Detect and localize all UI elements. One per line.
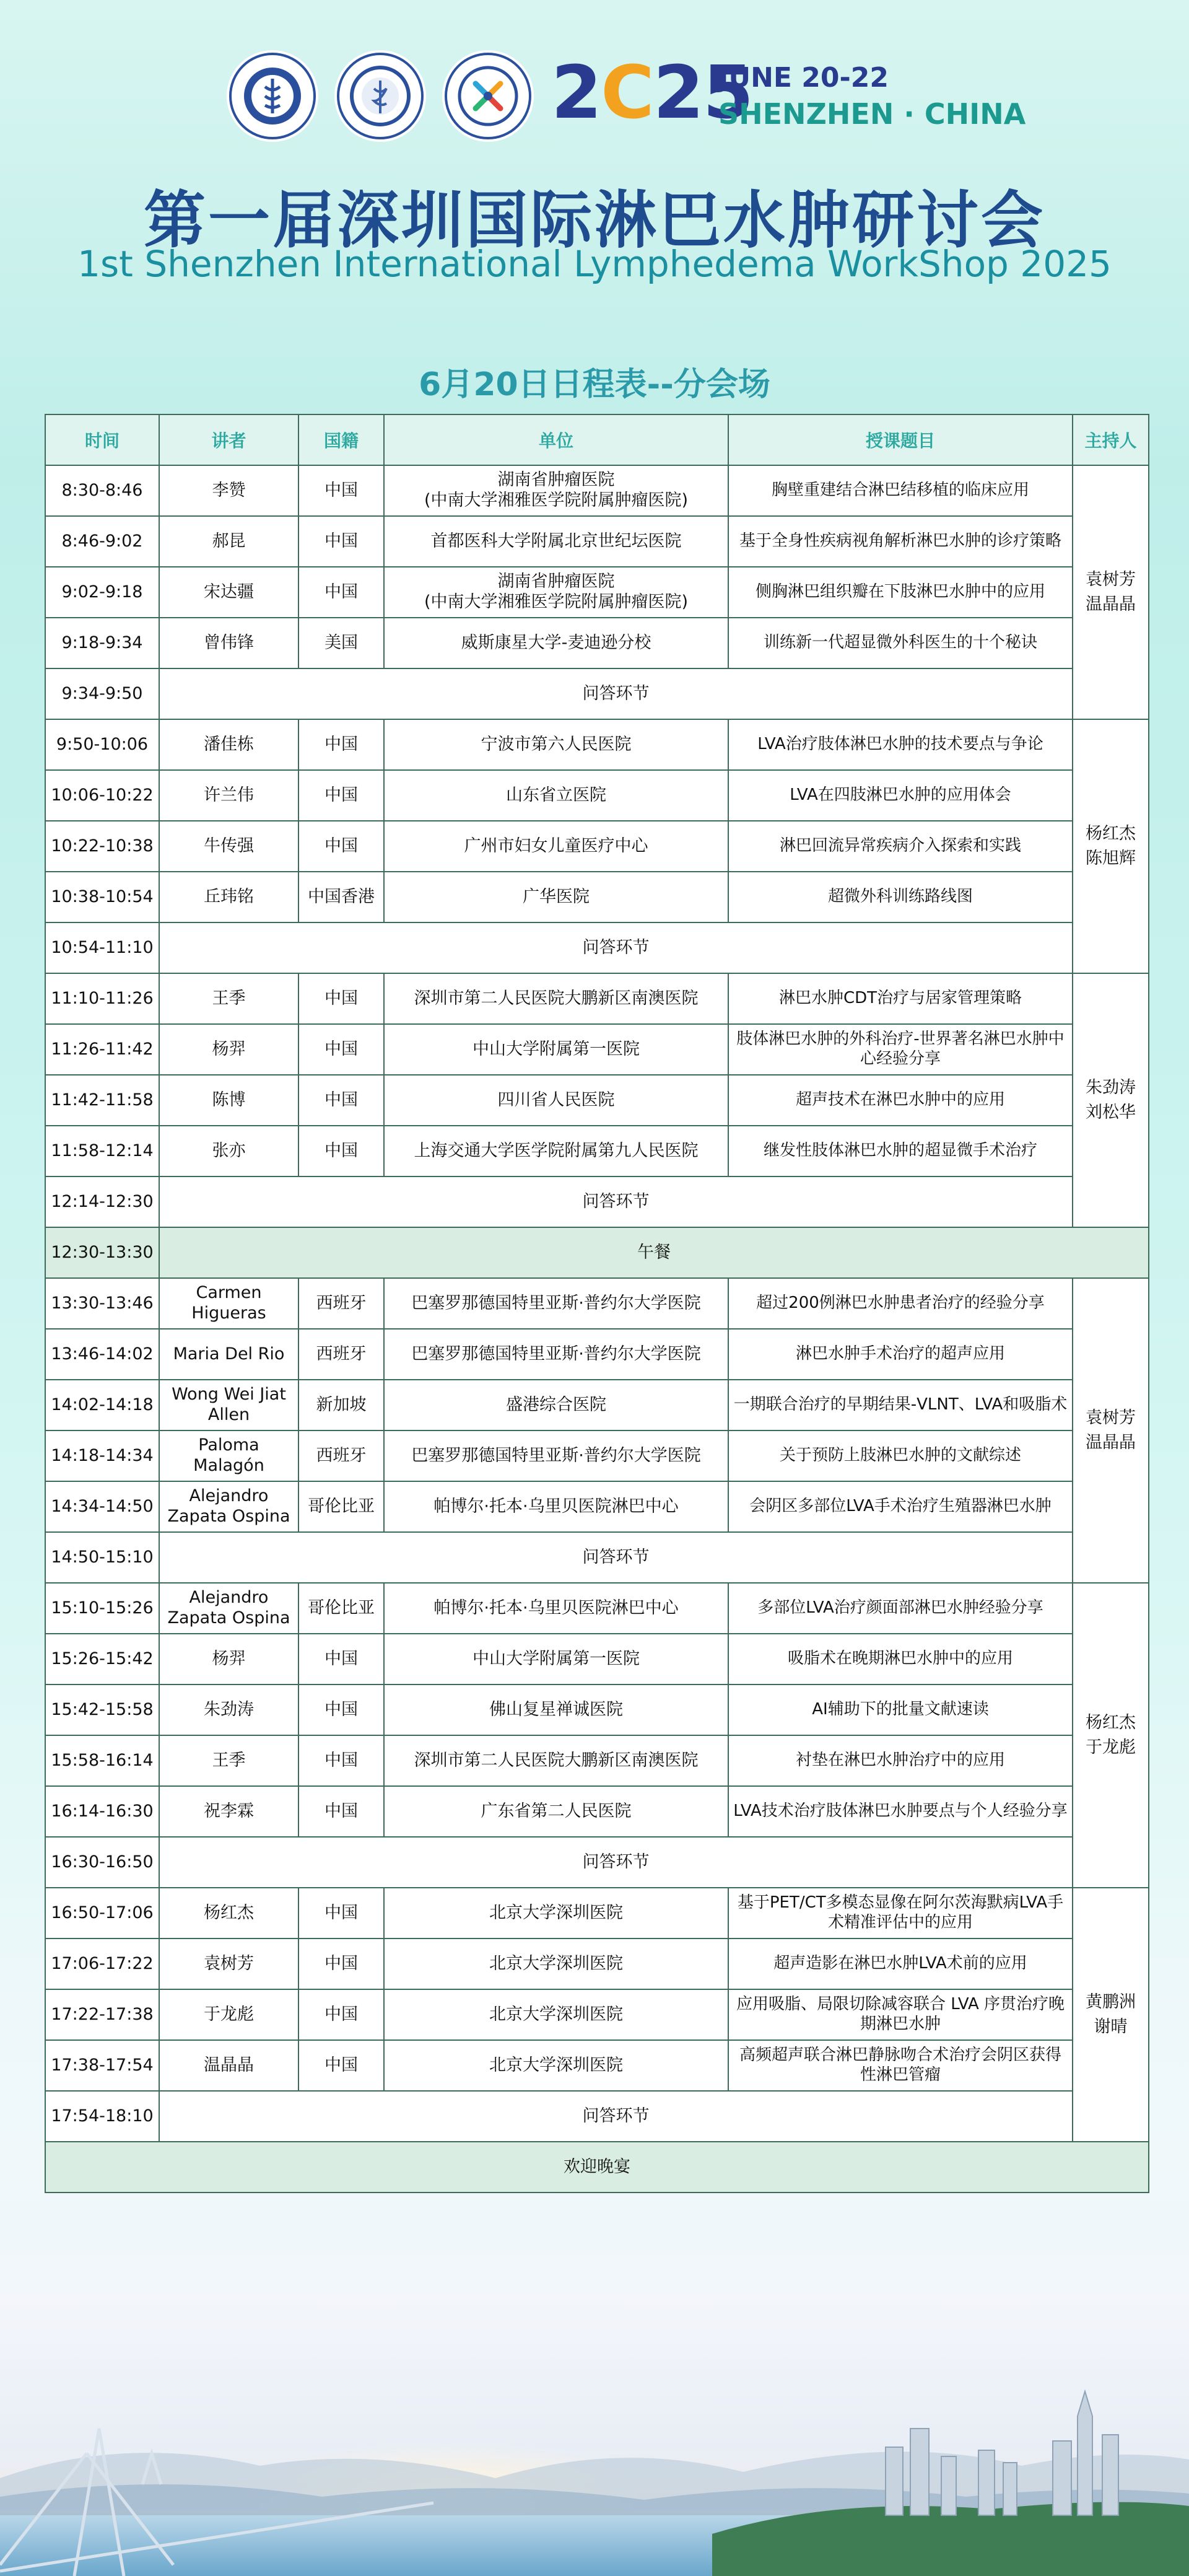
schedule-body bbox=[45, 465, 1149, 2193]
topic-cell: 淋巴回流异常疾病介入探索和实践 bbox=[728, 821, 1073, 872]
time-cell: 14:18-14:34 bbox=[45, 1430, 159, 1481]
time-cell: 15:26-15:42 bbox=[45, 1634, 159, 1684]
country-cell: 中国 bbox=[298, 516, 384, 567]
logo-row bbox=[229, 53, 531, 139]
time-cell: 11:26-11:42 bbox=[45, 1024, 159, 1075]
unit-cell: 中山大学附属第一医院 bbox=[384, 1024, 728, 1075]
table-row bbox=[45, 1481, 1149, 1532]
time-cell: 10:38-10:54 bbox=[45, 872, 159, 922]
time-cell: 8:30-8:46 bbox=[45, 465, 159, 516]
qa-label-cell: 问答环节 bbox=[159, 1837, 1073, 1888]
time-cell: 13:46-14:02 bbox=[45, 1329, 159, 1380]
topic-cell: 胸壁重建结合淋巴结移植的临床应用 bbox=[728, 465, 1073, 516]
topic-cell: 衬垫在淋巴水肿治疗中的应用 bbox=[728, 1735, 1073, 1786]
topic-cell: 应用吸脂、局限切除减容联合 LVA 序贯治疗晚期淋巴水肿 bbox=[728, 1989, 1073, 2040]
table-row bbox=[45, 1786, 1149, 1837]
qa-label-cell: 问答环节 bbox=[159, 2091, 1073, 2142]
time-cell: 9:18-9:34 bbox=[45, 618, 159, 668]
topic-cell: LVA技术治疗肢体淋巴水肿要点与个人经验分享 bbox=[728, 1786, 1073, 1837]
speaker-cell: 杨羿 bbox=[159, 1024, 298, 1075]
unit-cell: 宁波市第六人民医院 bbox=[384, 719, 728, 770]
hospital-logo-icon bbox=[229, 53, 316, 139]
time-cell: 17:22-17:38 bbox=[45, 1989, 159, 2040]
time-cell: 15:10-15:26 bbox=[45, 1583, 159, 1634]
qa-label-cell: 问答环节 bbox=[159, 1532, 1073, 1583]
country-cell: 中国 bbox=[298, 1786, 384, 1837]
unit-cell: 深圳市第二人民医院大鹏新区南澳医院 bbox=[384, 973, 728, 1024]
qa-label-cell: 问答环节 bbox=[159, 668, 1073, 719]
speaker-cell: 潘佳栋 bbox=[159, 719, 298, 770]
table-row bbox=[45, 770, 1149, 821]
time-cell: 11:42-11:58 bbox=[45, 1075, 159, 1126]
speaker-cell: Alejandro Zapata Ospina bbox=[159, 1583, 298, 1634]
unit-cell: 巴塞罗那德国特里亚斯·普约尔大学医院 bbox=[384, 1278, 728, 1329]
time-cell: 15:42-15:58 bbox=[45, 1684, 159, 1735]
unit-cell: 巴塞罗那德国特里亚斯·普约尔大学医院 bbox=[384, 1430, 728, 1481]
unit-cell: 上海交通大学医学院附属第九人民医院 bbox=[384, 1126, 728, 1176]
country-cell: 中国香港 bbox=[298, 872, 384, 922]
speaker-cell: 李赞 bbox=[159, 465, 298, 516]
country-cell: 中国 bbox=[298, 1075, 384, 1126]
topic-cell: 吸脂术在晚期淋巴水肿中的应用 bbox=[728, 1634, 1073, 1684]
country-cell: 中国 bbox=[298, 821, 384, 872]
column-header-speaker: 讲者 bbox=[159, 414, 298, 465]
unit-cell: 广州市妇女儿童医疗中心 bbox=[384, 821, 728, 872]
time-cell: 14:02-14:18 bbox=[45, 1380, 159, 1430]
qa-row bbox=[45, 1176, 1149, 1227]
table-row bbox=[45, 872, 1149, 922]
table-row bbox=[45, 465, 1149, 516]
country-cell: 中国 bbox=[298, 465, 384, 516]
qa-row bbox=[45, 2091, 1149, 2142]
table-row bbox=[45, 1634, 1149, 1684]
country-cell: 中国 bbox=[298, 567, 384, 618]
time-cell: 9:34-9:50 bbox=[45, 668, 159, 719]
speaker-cell: Paloma Malagón bbox=[159, 1430, 298, 1481]
table-row bbox=[45, 1380, 1149, 1430]
topic-cell: 会阴区多部位LVA手术治疗生殖器淋巴水肿 bbox=[728, 1481, 1073, 1532]
unit-cell: 深圳市第二人民医院大鹏新区南澳医院 bbox=[384, 1735, 728, 1786]
unit-cell: 首都医科大学附属北京世纪坛医院 bbox=[384, 516, 728, 567]
country-cell: 中国 bbox=[298, 1939, 384, 1989]
university-logo-icon bbox=[337, 53, 424, 139]
unit-cell: 巴塞罗那德国特里亚斯·普约尔大学医院 bbox=[384, 1329, 728, 1380]
speaker-cell: 袁树芳 bbox=[159, 1939, 298, 1989]
speaker-cell: 杨红杰 bbox=[159, 1888, 298, 1939]
country-cell: 西班牙 bbox=[298, 1329, 384, 1380]
country-cell: 中国 bbox=[298, 1126, 384, 1176]
time-cell: 10:06-10:22 bbox=[45, 770, 159, 821]
speaker-cell: 祝李霖 bbox=[159, 1786, 298, 1837]
topic-cell: 超声造影在淋巴水肿LVA术前的应用 bbox=[728, 1939, 1073, 1989]
header bbox=[0, 0, 1189, 347]
table-row bbox=[45, 1126, 1149, 1176]
topic-cell: 多部位LVA治疗颜面部淋巴水肿经验分享 bbox=[728, 1583, 1073, 1634]
time-cell: 17:06-17:22 bbox=[45, 1939, 159, 1989]
time-cell: 16:30-16:50 bbox=[45, 1837, 159, 1888]
speaker-cell: 丘玮铭 bbox=[159, 872, 298, 922]
topic-cell: 肢体淋巴水肿的外科治疗-世界著名淋巴水肿中心经验分享 bbox=[728, 1024, 1073, 1075]
country-cell: 中国 bbox=[298, 2040, 384, 2091]
qa-row bbox=[45, 922, 1149, 973]
speaker-cell: 杨羿 bbox=[159, 1634, 298, 1684]
table-row bbox=[45, 821, 1149, 872]
host-cell: 杨红杰 陈旭辉 bbox=[1073, 719, 1149, 973]
unit-cell: 北京大学深圳医院 bbox=[384, 1888, 728, 1939]
speaker-cell: Carmen Higueras bbox=[159, 1278, 298, 1329]
unit-cell: 佛山复星禅诚医院 bbox=[384, 1684, 728, 1735]
speaker-cell: 张亦 bbox=[159, 1126, 298, 1176]
speaker-cell: Alejandro Zapata Ospina bbox=[159, 1481, 298, 1532]
table-row bbox=[45, 1583, 1149, 1634]
speaker-cell: 王季 bbox=[159, 1735, 298, 1786]
host-cell: 朱劲涛 刘松华 bbox=[1073, 973, 1149, 1227]
unit-cell: 北京大学深圳医院 bbox=[384, 1989, 728, 2040]
city-skyline-image bbox=[0, 2292, 1189, 2576]
year-logo: 2C25 bbox=[551, 50, 752, 135]
country-cell: 中国 bbox=[298, 973, 384, 1024]
host-cell: 杨红杰 于龙彪 bbox=[1073, 1583, 1149, 1888]
topic-cell: 超微外科训练路线图 bbox=[728, 872, 1073, 922]
speaker-cell: 王季 bbox=[159, 973, 298, 1024]
time-cell: 16:14-16:30 bbox=[45, 1786, 159, 1837]
country-cell: 中国 bbox=[298, 1634, 384, 1684]
speaker-cell: 宋达疆 bbox=[159, 567, 298, 618]
time-cell: 9:02-9:18 bbox=[45, 567, 159, 618]
speaker-cell: Maria Del Rio bbox=[159, 1329, 298, 1380]
time-cell: 13:30-13:46 bbox=[45, 1278, 159, 1329]
country-cell: 哥伦比亚 bbox=[298, 1481, 384, 1532]
table-row bbox=[45, 1989, 1149, 2040]
speaker-cell: 温晶晶 bbox=[159, 2040, 298, 2091]
column-header-topic: 授课题目 bbox=[728, 414, 1073, 465]
table-row bbox=[45, 1888, 1149, 1939]
country-cell: 新加坡 bbox=[298, 1380, 384, 1430]
speaker-cell: 许兰伟 bbox=[159, 770, 298, 821]
column-header-unit: 单位 bbox=[384, 414, 728, 465]
speaker-cell: Wong Wei Jiat Allen bbox=[159, 1380, 298, 1430]
topic-cell: 关于预防上肢淋巴水肿的文献综述 bbox=[728, 1430, 1073, 1481]
topic-cell: 基于PET/CT多模态显像在阿尔茨海默病LVA手术精准评估中的应用 bbox=[728, 1888, 1073, 1939]
table-row bbox=[45, 973, 1149, 1024]
country-cell: 中国 bbox=[298, 719, 384, 770]
lunch-row bbox=[45, 1227, 1149, 1278]
page-title-cn: 第一届深圳国际淋巴水肿研讨会 bbox=[144, 184, 1045, 256]
time-cell: 9:50-10:06 bbox=[45, 719, 159, 770]
table-row bbox=[45, 2040, 1149, 2091]
topic-cell: 淋巴水肿CDT治疗与居家管理策略 bbox=[728, 973, 1073, 1024]
speaker-cell: 曾伟锋 bbox=[159, 618, 298, 668]
country-cell: 美国 bbox=[298, 618, 384, 668]
table-row bbox=[45, 1075, 1149, 1126]
topic-cell: 超声技术在淋巴水肿中的应用 bbox=[728, 1075, 1073, 1126]
topic-cell: 训练新一代超显微外科医生的十个秘诀 bbox=[728, 618, 1073, 668]
topic-cell: LVA治疗肢体淋巴水肿的技术要点与争论 bbox=[728, 719, 1073, 770]
time-cell: 12:14-12:30 bbox=[45, 1176, 159, 1227]
schedule-day-title: 6月20日日程表--分会场 bbox=[419, 366, 770, 403]
event-location: SHENZHEN · CHINA bbox=[718, 97, 1026, 131]
country-cell: 中国 bbox=[298, 770, 384, 821]
topic-cell: 一期联合治疗的早期结果-VLNT、LVA和吸脂术 bbox=[728, 1380, 1073, 1430]
topic-cell: 淋巴水肿手术治疗的超声应用 bbox=[728, 1329, 1073, 1380]
topic-cell: 高频超声联合淋巴静脉吻合术治疗会阴区获得性淋巴管瘤 bbox=[728, 2040, 1073, 2091]
speaker-cell: 郝昆 bbox=[159, 516, 298, 567]
time-cell: 8:46-9:02 bbox=[45, 516, 159, 567]
unit-cell: 广东省第二人民医院 bbox=[384, 1786, 728, 1837]
unit-cell: 湖南省肿瘤医院 (中南大学湘雅医学院附属肿瘤医院) bbox=[384, 567, 728, 618]
table-row bbox=[45, 1329, 1149, 1380]
unit-cell: 广华医院 bbox=[384, 872, 728, 922]
table-row bbox=[45, 719, 1149, 770]
table-row bbox=[45, 516, 1149, 567]
time-cell: 14:50-15:10 bbox=[45, 1532, 159, 1583]
event-info bbox=[718, 62, 1026, 131]
speaker-cell: 陈博 bbox=[159, 1075, 298, 1126]
topic-cell: 基于全身性疾病视角解析淋巴水肿的诊疗策略 bbox=[728, 516, 1073, 567]
time-cell: 17:38-17:54 bbox=[45, 2040, 159, 2091]
time-cell: 11:58-12:14 bbox=[45, 1126, 159, 1176]
time-cell: 14:34-14:50 bbox=[45, 1481, 159, 1532]
table-row bbox=[45, 1024, 1149, 1075]
country-cell: 中国 bbox=[298, 1735, 384, 1786]
time-cell: 11:10-11:26 bbox=[45, 973, 159, 1024]
unit-cell: 帕博尔·托本·乌里贝医院淋巴中心 bbox=[384, 1481, 728, 1532]
country-cell: 中国 bbox=[298, 1024, 384, 1075]
unit-cell: 北京大学深圳医院 bbox=[384, 2040, 728, 2091]
speaker-cell: 牛传强 bbox=[159, 821, 298, 872]
host-cell: 黄鹏洲 谢晴 bbox=[1073, 1888, 1149, 2142]
speaker-cell: 于龙彪 bbox=[159, 1989, 298, 2040]
qa-label-cell: 问答环节 bbox=[159, 922, 1073, 973]
table-header-row bbox=[45, 414, 1149, 465]
qa-label-cell: 问答环节 bbox=[159, 1176, 1073, 1227]
unit-cell: 帕博尔·托本·乌里贝医院淋巴中心 bbox=[384, 1583, 728, 1634]
country-cell: 中国 bbox=[298, 1888, 384, 1939]
topic-cell: 侧胸淋巴组织瓣在下肢淋巴水肿中的应用 bbox=[728, 567, 1073, 618]
table-row bbox=[45, 618, 1149, 668]
table-row bbox=[45, 567, 1149, 618]
unit-cell: 盛港综合医院 bbox=[384, 1380, 728, 1430]
research-logo-icon bbox=[445, 53, 531, 139]
column-header-country: 国籍 bbox=[298, 414, 384, 465]
dinner-row bbox=[45, 2142, 1149, 2193]
lunch-label-cell: 午餐 bbox=[159, 1227, 1149, 1278]
host-cell: 袁树芳 温晶晶 bbox=[1073, 1278, 1149, 1583]
country-cell: 西班牙 bbox=[298, 1278, 384, 1329]
table-row bbox=[45, 1278, 1149, 1329]
time-cell: 10:22-10:38 bbox=[45, 821, 159, 872]
topic-cell: 继发性肢体淋巴水肿的超显微手术治疗 bbox=[728, 1126, 1073, 1176]
unit-cell: 北京大学深圳医院 bbox=[384, 1939, 728, 1989]
column-header-time: 时间 bbox=[45, 414, 159, 465]
table-row bbox=[45, 1430, 1149, 1481]
time-cell: 15:58-16:14 bbox=[45, 1735, 159, 1786]
unit-cell: 山东省立医院 bbox=[384, 770, 728, 821]
topic-cell: AI辅助下的批量文献速读 bbox=[728, 1684, 1073, 1735]
table-row bbox=[45, 1939, 1149, 1989]
topic-cell: 超过200例淋巴水肿患者治疗的经验分享 bbox=[728, 1278, 1073, 1329]
page-title-en: 1st Shenzhen International Lymphedema WorkShop 2025 bbox=[77, 243, 1112, 285]
qa-row bbox=[45, 1532, 1149, 1583]
unit-cell: 湖南省肿瘤医院 (中南大学湘雅医学院附属肿瘤医院) bbox=[384, 465, 728, 516]
time-cell: 17:54-18:10 bbox=[45, 2091, 159, 2142]
host-cell: 袁树芳 温晶晶 bbox=[1073, 465, 1149, 719]
table-row bbox=[45, 1684, 1149, 1735]
country-cell: 西班牙 bbox=[298, 1430, 384, 1481]
event-date: JUNE 20-22 bbox=[718, 62, 889, 94]
unit-cell: 中山大学附属第一医院 bbox=[384, 1634, 728, 1684]
unit-cell: 四川省人民医院 bbox=[384, 1075, 728, 1126]
speaker-cell: 朱劲涛 bbox=[159, 1684, 298, 1735]
qa-row bbox=[45, 668, 1149, 719]
schedule-table bbox=[45, 414, 1149, 2193]
dinner-label-cell: 欢迎晚宴 bbox=[45, 2142, 1149, 2193]
time-cell: 12:30-13:30 bbox=[45, 1227, 159, 1278]
time-cell: 10:54-11:10 bbox=[45, 922, 159, 973]
time-cell: 16:50-17:06 bbox=[45, 1888, 159, 1939]
country-cell: 中国 bbox=[298, 1684, 384, 1735]
qa-row bbox=[45, 1837, 1149, 1888]
topic-cell: LVA在四肢淋巴水肿的应用体会 bbox=[728, 770, 1073, 821]
country-cell: 哥伦比亚 bbox=[298, 1583, 384, 1634]
unit-cell: 威斯康星大学-麦迪逊分校 bbox=[384, 618, 728, 668]
table-row bbox=[45, 1735, 1149, 1786]
column-header-host: 主持人 bbox=[1073, 414, 1149, 465]
country-cell: 中国 bbox=[298, 1989, 384, 2040]
